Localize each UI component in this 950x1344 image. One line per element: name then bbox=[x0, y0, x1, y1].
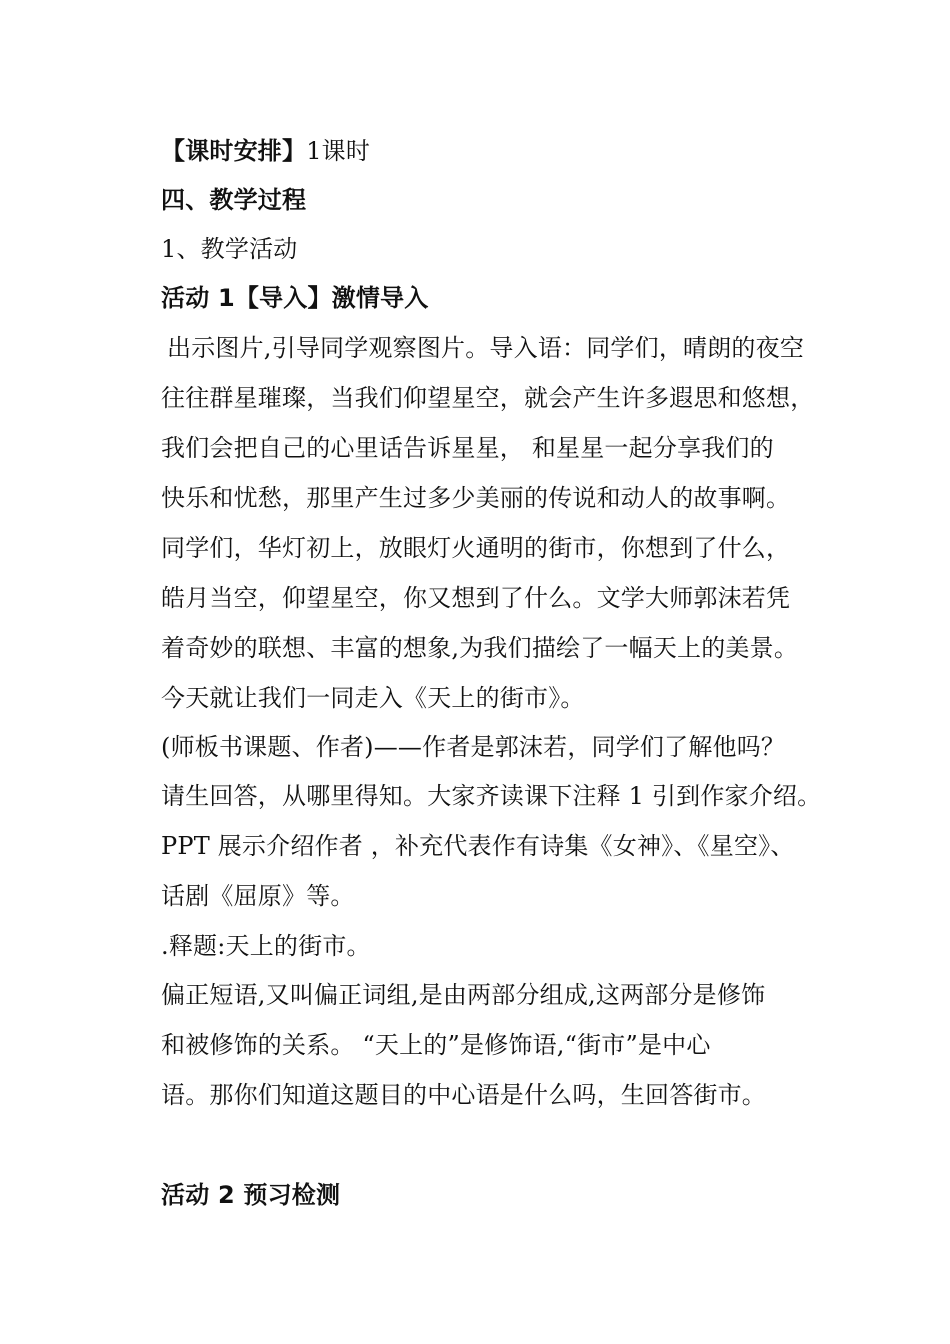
paragraph-line-13: .释题:天上的街市。 bbox=[161, 932, 371, 960]
paragraph-line-1: 出示图片,引导同学观察图片。导入语：同学们，晴朗的夜空 bbox=[167, 334, 805, 362]
activity1-heading: 活动 1【导入】激情导入 bbox=[161, 284, 429, 312]
paragraph-line-7: 着奇妙的联想、丰富的想象,为我们描绘了一幅天上的美景。 bbox=[161, 634, 799, 662]
paragraph-line-8: 今天就让我们一同走入《天上的街市》。 bbox=[161, 684, 585, 712]
paragraph-line-2: 往往群星璀璨，当我们仰望星空，就会产生许多遐思和悠想， bbox=[161, 384, 815, 412]
paragraph-line-3: 我们会把自己的心里话告诉星星， 和星星一起分享我们的 bbox=[161, 434, 774, 462]
sub-heading: 1、教学活动 bbox=[161, 235, 298, 263]
paragraph-line-11: PPT 展示介绍作者 ，补充代表作有诗集《女神》、《星空》、 bbox=[161, 832, 795, 860]
schedule-value: 1课时 bbox=[306, 137, 371, 165]
paragraph-line-5: 同学们，华灯初上，放眼灯火通明的街市，你想到了什么， bbox=[161, 534, 791, 562]
paragraph-line-4: 快乐和忧愁，那里产生过多少美丽的传说和动人的故事啊。 bbox=[161, 484, 791, 512]
paragraph-line-12: 话剧《屈原》等。 bbox=[161, 882, 355, 910]
paragraph-line-6: 皓月当空，仰望星空，你又想到了什么。文学大师郭沫若凭 bbox=[161, 584, 791, 612]
schedule-label: 【课时安排】 bbox=[161, 137, 307, 165]
paragraph-line-10: 请生回答，从哪里得知。大家齐读课下注释 1 引到作家介绍。 bbox=[161, 782, 822, 810]
section-heading: 四、教学过程 bbox=[161, 186, 307, 214]
paragraph-line-16: 语。那你们知道这题目的中心语是什么吗，生回答街市。 bbox=[161, 1081, 766, 1109]
paragraph-line-9: (师板书课题、作者)——作者是郭沫若，同学们了解他吗？ bbox=[161, 733, 786, 761]
paragraph-line-15: 和被修饰的关系。 “天上的”是修饰语,“街市”是中心 bbox=[161, 1031, 711, 1059]
schedule-line bbox=[161, 134, 841, 168]
activity2-heading: 活动 2 预习检测 bbox=[161, 1181, 341, 1209]
paragraph-line-14: 偏正短语,又叫偏正词组,是由两部分组成,这两部分是修饰 bbox=[161, 981, 766, 1009]
